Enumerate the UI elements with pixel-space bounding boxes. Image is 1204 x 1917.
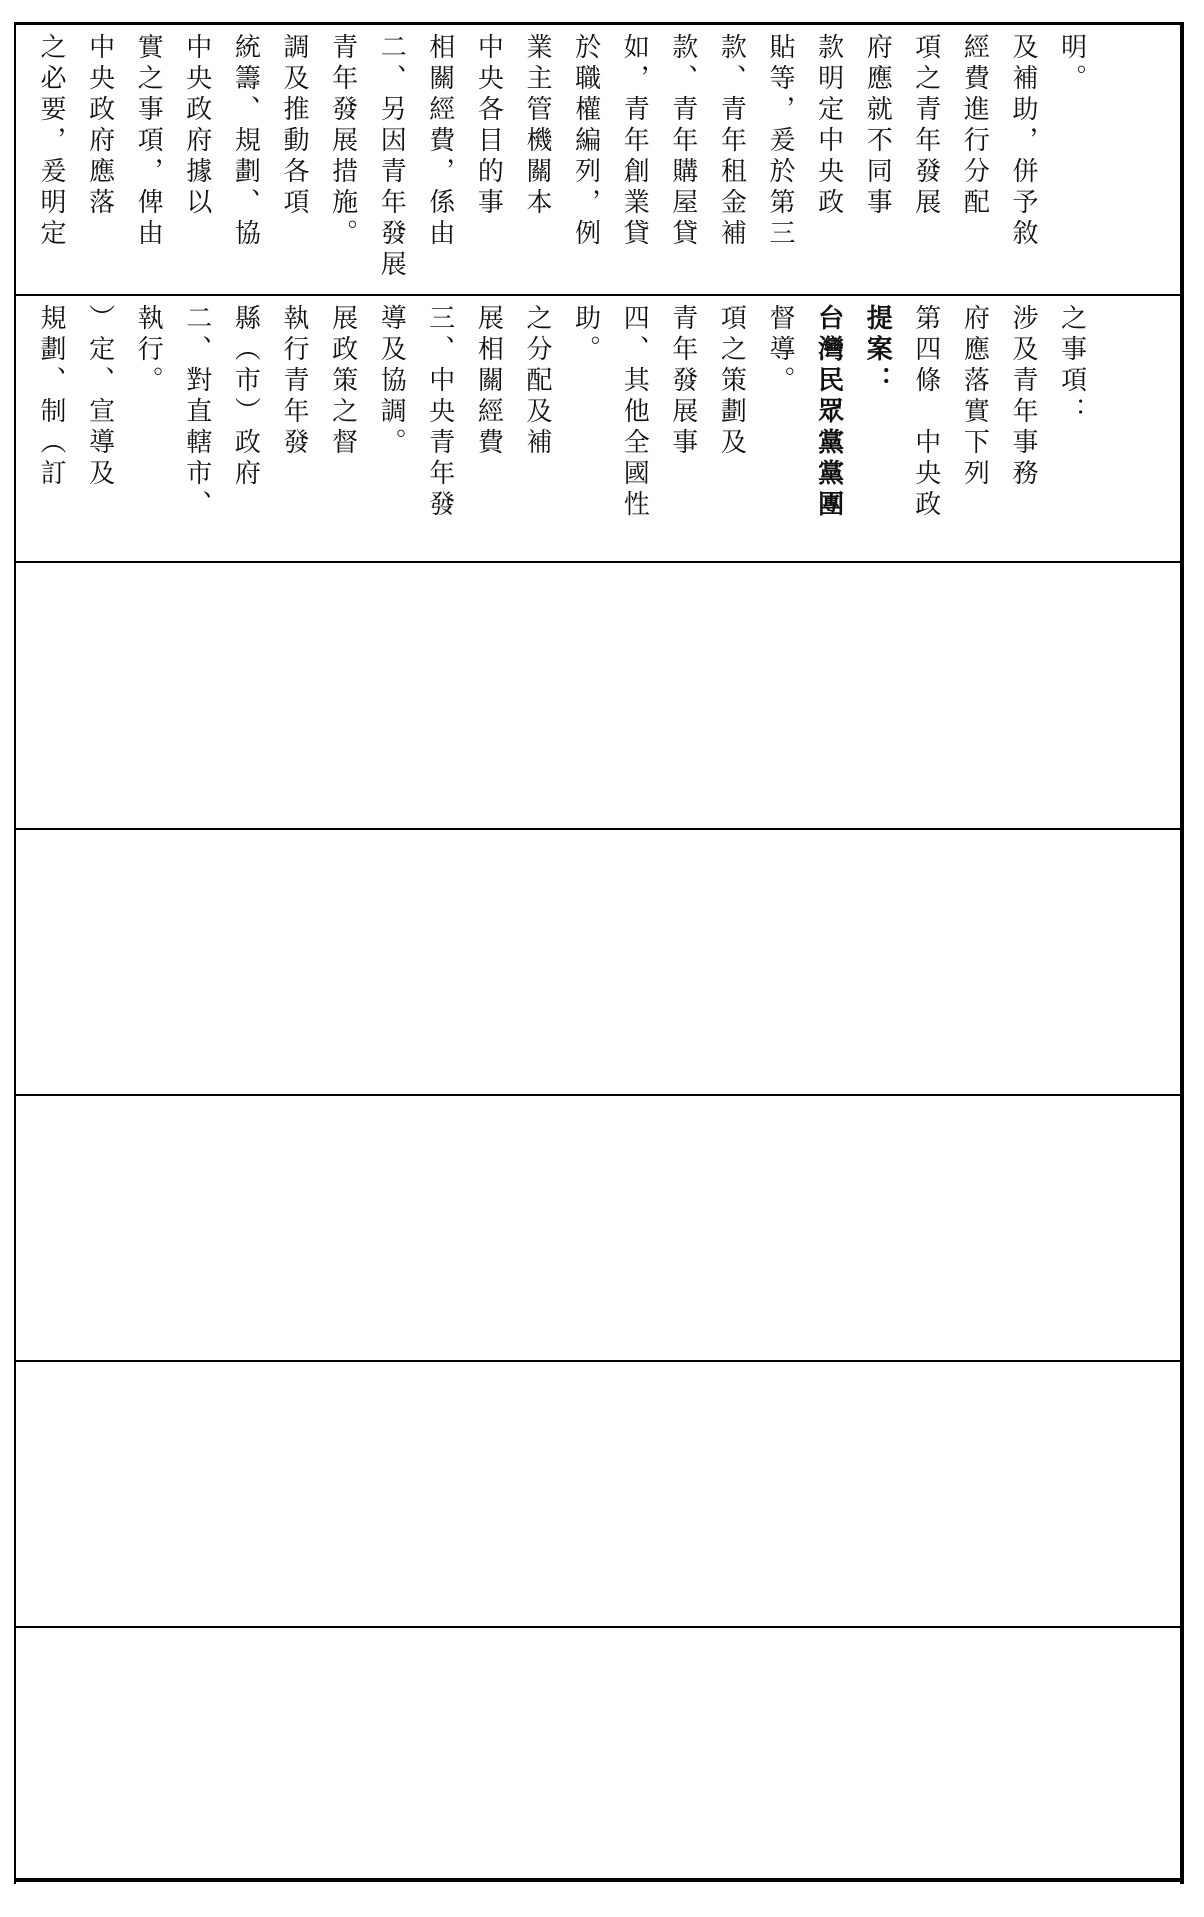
text-column: 如，青年創業貸 <box>619 33 650 250</box>
text-column: 項之青年發展 <box>910 33 941 219</box>
text-column: 府應落實下列 <box>959 304 990 490</box>
text-column: 中央各目的事 <box>473 33 504 219</box>
text-column: 青年發展措施。 <box>327 33 358 250</box>
document-table <box>14 22 1186 1884</box>
text-column: 二、另因青年發展 <box>376 33 407 281</box>
text-column: 款明定中央政 <box>813 33 844 219</box>
text-column: 貼等，爰於第三 <box>765 33 795 250</box>
empty-cell <box>16 1628 1180 1878</box>
text-column: 款、青年購屋貸 <box>667 33 698 250</box>
text-column: ）定、宣導及 <box>84 304 115 490</box>
empty-cell <box>16 1096 1180 1360</box>
text-column: 府應就不同事 <box>862 33 893 219</box>
text-column: 實之事項，俾由 <box>133 33 164 250</box>
text-column: 執行青年發 <box>279 304 309 459</box>
text-column: 二、對直轄市、 <box>181 304 212 521</box>
text-column: 督導。 <box>765 304 795 397</box>
text-column: 四、其他全國性 <box>619 304 650 521</box>
text-column: 提案： <box>862 304 893 397</box>
text-column: 中央政府據以 <box>181 33 212 219</box>
text-column: 青年發展事 <box>667 304 698 459</box>
table-border-right <box>1180 22 1184 1884</box>
text-column: 規劃、制（訂 <box>36 304 66 490</box>
proposal-cell <box>16 296 1180 561</box>
text-column: 執行。 <box>133 304 164 397</box>
text-column: 助。 <box>570 304 601 366</box>
table-border-bottom <box>14 1878 1184 1882</box>
text-column: 業主管機關本 <box>522 33 552 219</box>
text-column: 中央政府應落 <box>84 33 115 219</box>
text-column: 三、中央青年發 <box>424 304 455 521</box>
text-column: 款、青年租金補 <box>716 33 747 250</box>
text-column: 項之策劃及 <box>716 304 747 459</box>
text-column: 相關經費，係由 <box>424 33 455 250</box>
explanation-cell <box>16 25 1180 294</box>
text-column: 導及協調。 <box>376 304 407 459</box>
text-column: 調及推動各項 <box>279 33 309 219</box>
text-column: 涉及青年事務 <box>1008 304 1038 490</box>
empty-cell <box>16 563 1180 828</box>
text-column: 台灣民眾黨黨團 <box>813 304 844 521</box>
text-column: 之必要，爰明定 <box>36 33 66 250</box>
text-column: 第四條 中央政 <box>910 304 941 521</box>
text-column: 展政策之督 <box>327 304 358 459</box>
text-column: 之事項： <box>1056 304 1087 428</box>
text-column: 統籌、規劃、協 <box>230 33 261 250</box>
text-column: 展相關經費 <box>473 304 504 459</box>
text-column: 明。 <box>1056 33 1087 95</box>
empty-cell <box>16 830 1180 1094</box>
empty-cell <box>16 1362 1180 1626</box>
text-column: 縣（市）政府 <box>230 304 261 490</box>
text-column: 於職權編列，例 <box>570 33 601 250</box>
text-column: 之分配及補 <box>522 304 552 459</box>
text-column: 經費進行分配 <box>959 33 990 219</box>
text-column: 及補助，併予敘 <box>1008 33 1038 250</box>
